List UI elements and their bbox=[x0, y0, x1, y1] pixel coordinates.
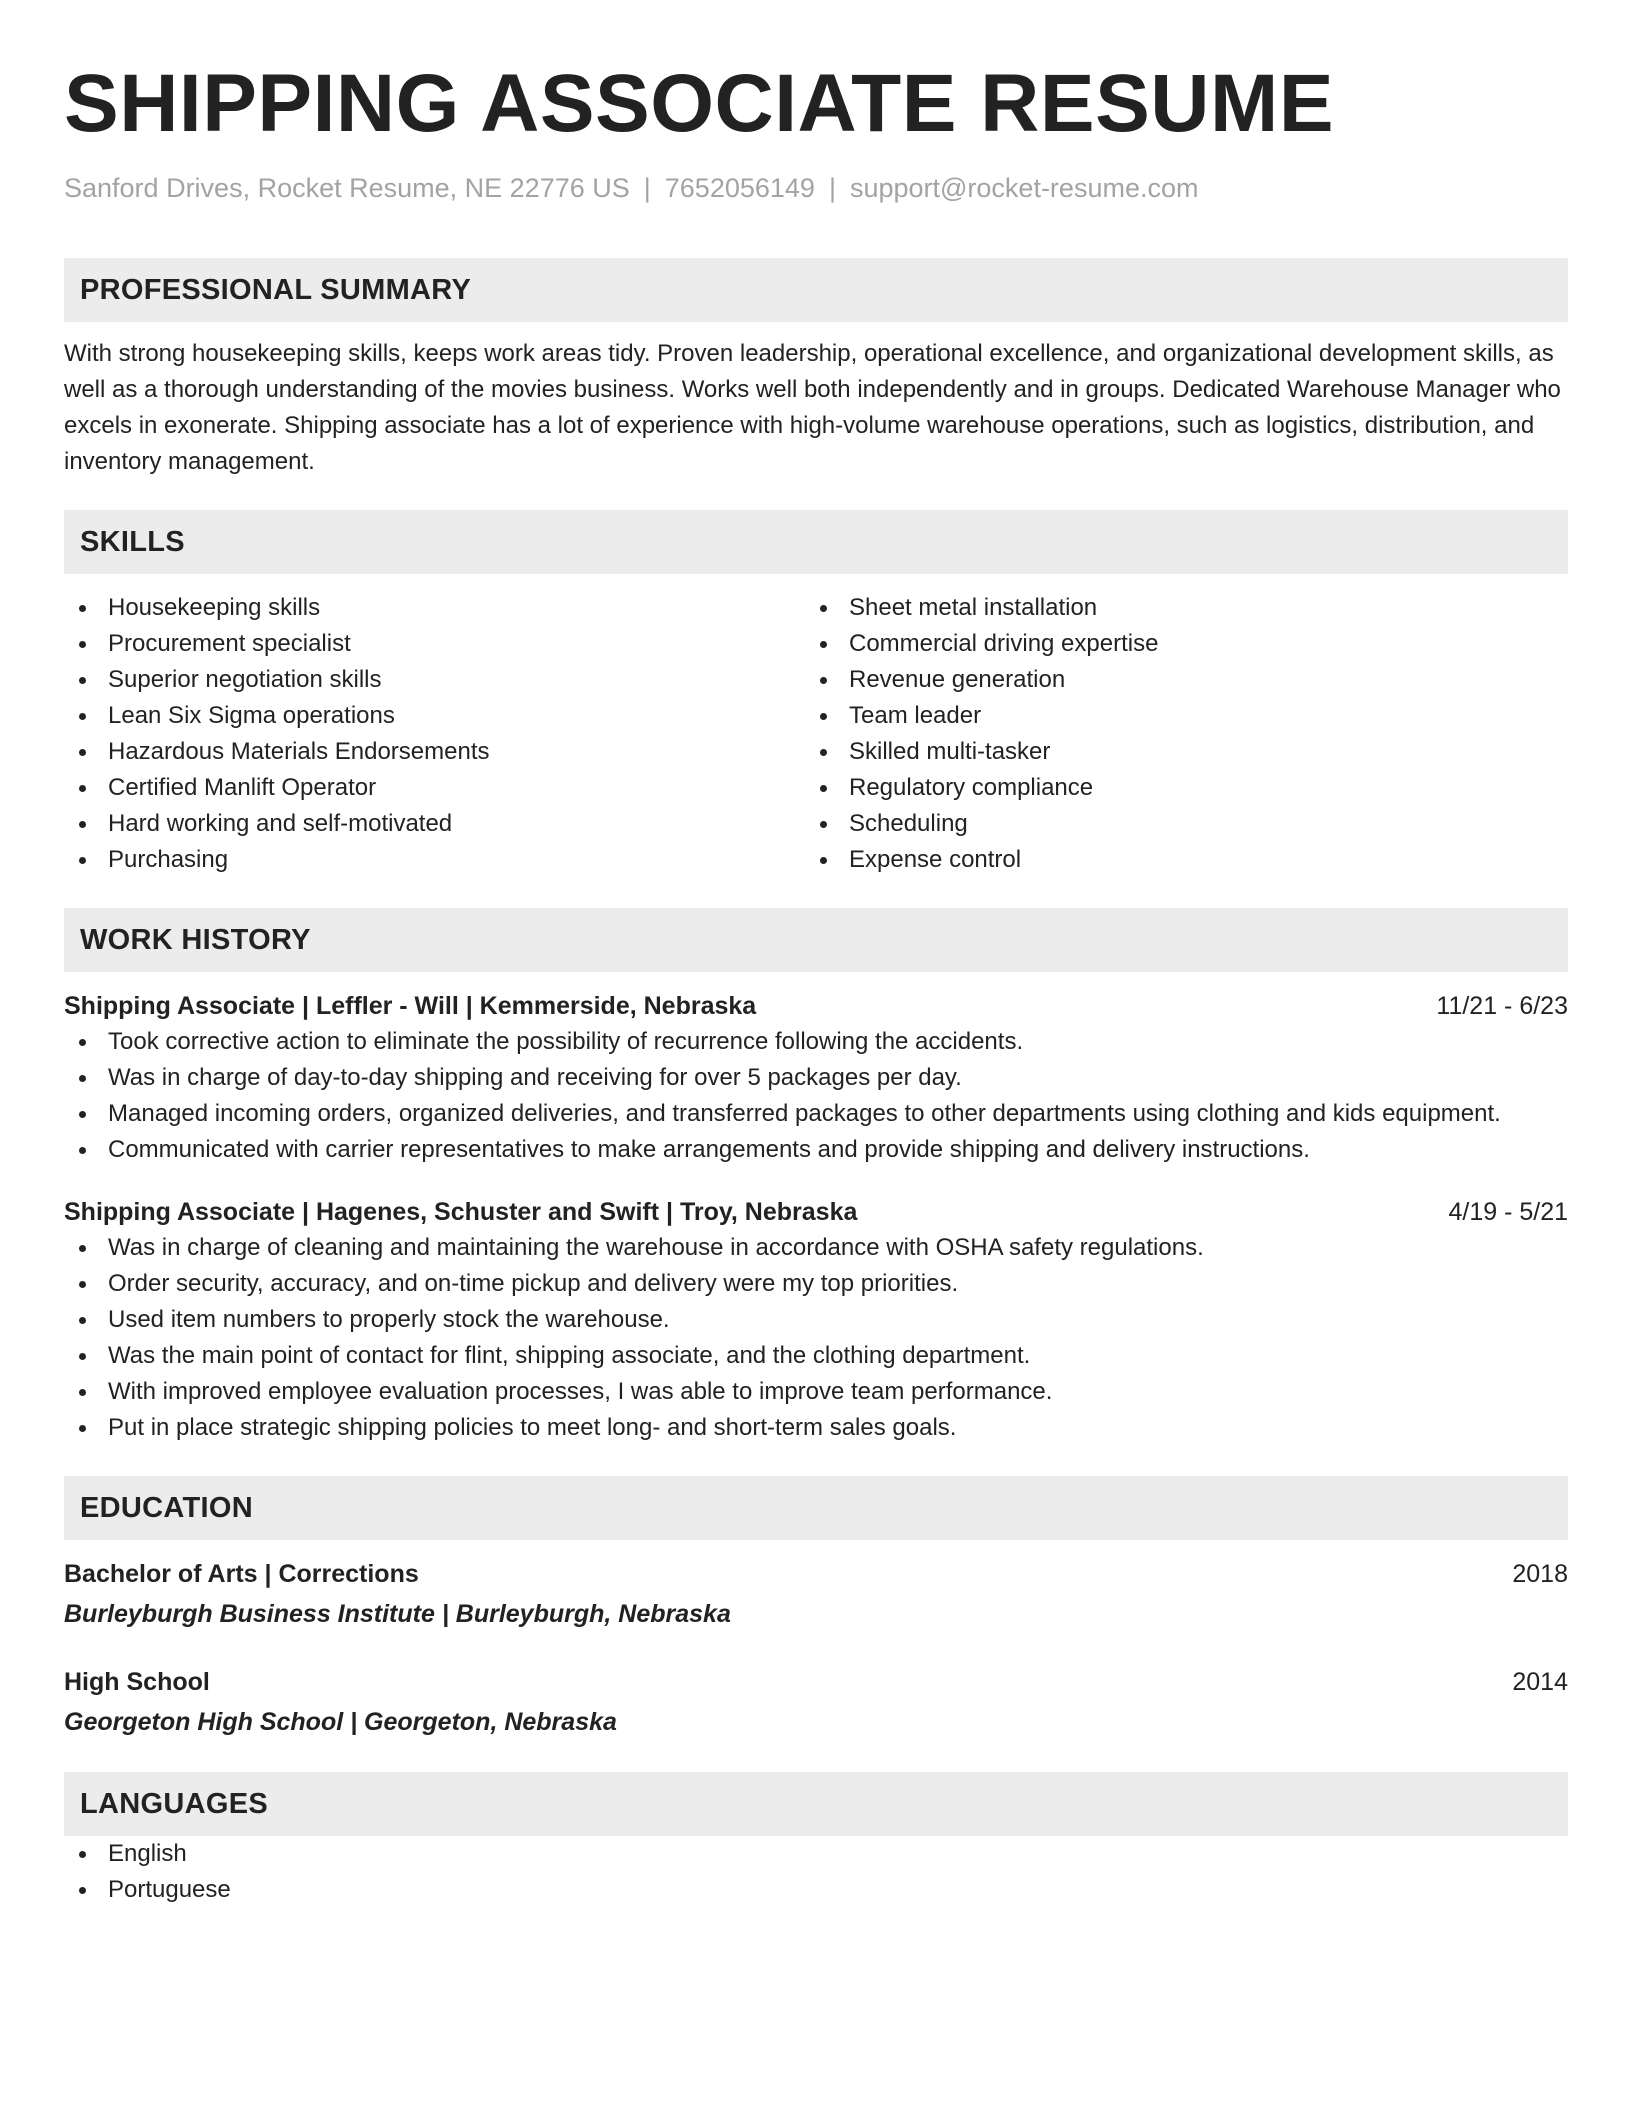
education-heading: EDUCATION bbox=[64, 1476, 1568, 1540]
skills-heading: SKILLS bbox=[64, 510, 1568, 574]
education-entry bbox=[64, 1664, 1568, 1740]
skill-item: Purchasing bbox=[64, 842, 805, 878]
skill-item: Housekeeping skills bbox=[64, 590, 805, 626]
summary-heading: PROFESSIONAL SUMMARY bbox=[64, 258, 1568, 322]
education-entry bbox=[64, 1556, 1568, 1632]
contact-separator: | bbox=[643, 173, 651, 203]
job-header bbox=[64, 988, 1568, 1024]
education-header bbox=[64, 1664, 1568, 1700]
job-dates: 11/21 - 6/23 bbox=[1436, 992, 1568, 1020]
education-year: 2018 bbox=[1512, 1560, 1568, 1588]
job-bullet: Used item numbers to properly stock the warehouse. bbox=[64, 1302, 1568, 1338]
language-item: Portuguese bbox=[64, 1872, 1568, 1908]
contact-email: support@rocket-resume.com bbox=[849, 173, 1199, 203]
job-bullet: Took corrective action to eliminate the possibility of recurrence following the accidents. bbox=[64, 1024, 1568, 1060]
language-item: English bbox=[64, 1836, 1568, 1872]
skill-item: Expense control bbox=[805, 842, 1546, 878]
job-bullet: Was in charge of day-to-day shipping and receiving for over 5 packages per day. bbox=[64, 1060, 1568, 1096]
job-header bbox=[64, 1194, 1568, 1230]
education-header bbox=[64, 1556, 1568, 1592]
skill-item: Skilled multi-tasker bbox=[805, 734, 1546, 770]
skills-grid bbox=[64, 590, 1568, 878]
job-bullet: Was the main point of contact for flint, shipping associate, and the clothing department. bbox=[64, 1338, 1568, 1374]
job-bullet: Managed incoming orders, organized deliveries, and transferred packages to other departments using clothing and kids equipment. bbox=[64, 1096, 1568, 1132]
skill-item: Lean Six Sigma operations bbox=[64, 698, 805, 734]
job-bullets bbox=[64, 1230, 1568, 1446]
skill-item: Procurement specialist bbox=[64, 626, 805, 662]
job-bullet: Communicated with carrier representatives to make arrangements and provide shipping and delivery instructions. bbox=[64, 1132, 1568, 1168]
job-bullets bbox=[64, 1024, 1568, 1168]
job-title: Shipping Associate | Leffler - Will | Kemmerside, Nebraska bbox=[64, 992, 757, 1020]
contact-separator: | bbox=[828, 173, 836, 203]
languages-heading: LANGUAGES bbox=[64, 1772, 1568, 1836]
resume-title: SHIPPING ASSOCIATE RESUME bbox=[64, 58, 1335, 149]
skill-item: Scheduling bbox=[805, 806, 1546, 842]
education-school: Georgeton High School | Georgeton, Nebraska bbox=[64, 1708, 617, 1736]
contact-address: Sanford Drives, Rocket Resume, NE 22776 US bbox=[64, 173, 630, 203]
job-bullet: Put in place strategic shipping policies to meet long- and short-term sales goals. bbox=[64, 1410, 1568, 1446]
education-school: Burleyburgh Business Institute | Burleyburgh, Nebraska bbox=[64, 1600, 731, 1628]
skill-item: Commercial driving expertise bbox=[805, 626, 1546, 662]
education-year: 2014 bbox=[1512, 1668, 1568, 1696]
skill-item: Certified Manlift Operator bbox=[64, 770, 805, 806]
skill-item: Team leader bbox=[805, 698, 1546, 734]
job-entry bbox=[64, 1194, 1568, 1446]
education-degree: Bachelor of Arts | Corrections bbox=[64, 1560, 419, 1588]
languages-list bbox=[64, 1836, 1568, 1908]
job-bullet: Was in charge of cleaning and maintaining the warehouse in accordance with OSHA safety regulations. bbox=[64, 1230, 1568, 1266]
summary-text: With strong housekeeping skills, keeps work areas tidy. Proven leadership, operational excellence, and organizational development skills, as well as a thorough understanding of the movies business. Works well both independently and in groups. Dedicated Warehouse Manager who excels in exonerate. Shipping associate has a lot of experience with high-volume warehouse operations, such as logistics, distribution, and inventory management. bbox=[64, 340, 1561, 475]
skill-item: Sheet metal installation bbox=[805, 590, 1546, 626]
skill-item: Regulatory compliance bbox=[805, 770, 1546, 806]
skill-item: Hazardous Materials Endorsements bbox=[64, 734, 805, 770]
job-entry bbox=[64, 988, 1568, 1168]
skill-item: Hard working and self-motivated bbox=[64, 806, 805, 842]
job-title: Shipping Associate | Hagenes, Schuster and Swift | Troy, Nebraska bbox=[64, 1198, 858, 1226]
skills-right-column bbox=[805, 590, 1546, 878]
education-degree: High School bbox=[64, 1668, 210, 1696]
skill-item: Superior negotiation skills bbox=[64, 662, 805, 698]
job-bullet: Order security, accuracy, and on-time pickup and delivery were my top priorities. bbox=[64, 1266, 1568, 1302]
skills-left-column bbox=[64, 590, 805, 878]
skill-item: Revenue generation bbox=[805, 662, 1546, 698]
work-history-heading: WORK HISTORY bbox=[64, 908, 1568, 972]
job-dates: 4/19 - 5/21 bbox=[1448, 1198, 1568, 1226]
contact-phone: 7652056149 bbox=[664, 173, 815, 203]
job-bullet: With improved employee evaluation processes, I was able to improve team performance. bbox=[64, 1374, 1568, 1410]
contact-line bbox=[64, 170, 1568, 206]
